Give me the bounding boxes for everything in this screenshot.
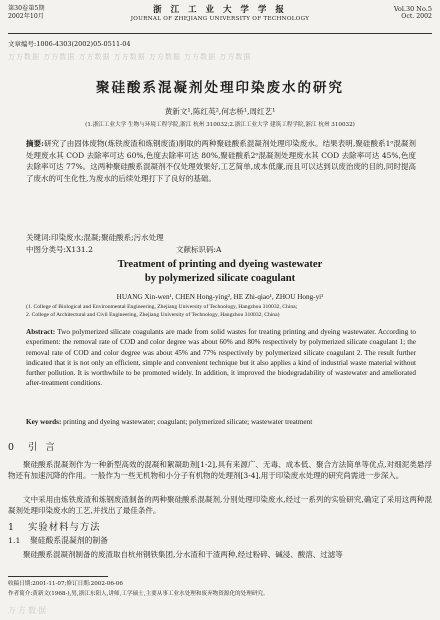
watermark-bottom: 万方数据 <box>8 606 48 615</box>
title-cn: 聚硅酸系混凝剂处理印染废水的研究 <box>96 80 344 96</box>
running-header <box>8 5 432 34</box>
doc-code <box>176 244 221 255</box>
section-1-1-number: 1.1 <box>8 536 21 545</box>
affiliation-en-1: (1. College of Biological and Environmental Engineering, Zhejiang University of Technology, Hangzhou 310032, China; <box>26 304 298 310</box>
section-1-1-paragraph: 聚硅酸系混凝剂制备的废渣取自杭州钢铁集团,分水渣和干渣两种,经过粉碎、碱浸、酸溶、过滤等 <box>23 550 343 559</box>
keywords-cn-label: 关键词: <box>26 233 52 242</box>
section-0-heading <box>8 439 63 453</box>
authors-en: HUANG Xin-wen¹, CHEN Hong-ying², HE Zhi-qiao¹, ZHOU Hong-yi¹ <box>116 293 324 301</box>
section-1-title: 实验材料与方法 <box>28 522 101 533</box>
title-en-line2: by polymerized silicate coagulant <box>144 273 296 284</box>
journal-title-cn: 浙 江 工 业 大 学 学 报 <box>153 5 287 15</box>
header-right <box>394 5 432 21</box>
keywords-en <box>26 418 416 426</box>
journal-title-en: JOURNAL OF ZHEJIANG UNIVERSITY OF TECHNOLOGY <box>130 16 310 22</box>
section-1-1-title: 聚硅酸系混凝剂的制备 <box>30 536 108 545</box>
header-center <box>8 5 432 23</box>
title-en-line1: Treatment of printing and dyeing wastewater <box>117 259 323 270</box>
abstract-cn-text: 研究了由固体废物(炼铁废渣和炼钢废渣)制取的两种聚硅酸系混凝剂处理印染废水。结果表明,聚硅酸系1ᵒ混凝剂处理废水其 COD 去除率可达 60%,色度去除率可达 80%,聚硅酸系2ᵒ混凝剂处理废水其 COD 去除率可达 45%,色度去除率可达 77%。这两种聚硅酸系混凝剂不仅处理效果好,工艺简单,成本低廉,而且可以达到以废治废的目的,同时提高了废水的可生化性,为废水的后续处理打下了良好的基础。 <box>26 139 416 183</box>
authors-cn: 黄新文¹,陈红英²,何志桥¹,周红艺¹ <box>164 107 276 116</box>
keywords-cn <box>26 232 416 243</box>
keywords-en-text: printing and dyeing wastewater; coagulant; polymerized silicate; wastewater treatment <box>63 418 313 426</box>
abstract-cn <box>26 138 416 184</box>
watermark-top: 万方数据 万方数据 万方数据 万方数据 万方数据 万方数据 万方数据 <box>8 53 252 61</box>
doc-code-value: A <box>216 245 222 254</box>
affiliation-en-2: 2. College of Architectural and Civil Engineering, Zhejiang University of Technology, Hangzhou 310032, China) <box>26 311 280 318</box>
keywords-cn-text: 印染废水;混凝;聚硅酸系;污水处理 <box>51 233 164 242</box>
affiliation-cn: (1.浙江工业大学 生物与环境工程学院,浙江 杭州 310032;2.浙江工业大学 建筑工程学院,浙江 杭州 310032) <box>85 122 355 128</box>
section-0-title: 引言 <box>28 442 63 453</box>
article-number: 文章编号:1006-4303(2002)05-0511-04 <box>8 40 131 48</box>
affiliation-en <box>26 304 422 319</box>
abstract-en-label: Abstract: <box>26 328 56 336</box>
footnote-author-bio: 作者简介:黄新文(1968-),男,浙江东阳人,讲师,工学硕士,主要从事工业水处理和废弃物资源化的处理研究。 <box>8 591 269 597</box>
section-1-1-heading <box>8 535 108 546</box>
volume-cn: 第30卷第5期 <box>8 5 45 12</box>
footnote-received: 收稿日期:2001-11-07;修订日期:2002-06-06 <box>8 581 123 587</box>
section-1-number: 1 <box>8 522 15 533</box>
section-1-heading <box>8 519 101 533</box>
class-label: 中图分类号: <box>26 245 67 254</box>
classification-cn <box>26 244 416 255</box>
section-0-number: 0 <box>8 442 15 453</box>
volume-en: Vol.30 No.5 <box>393 5 432 13</box>
footnote-rule <box>8 576 108 577</box>
doc-code-label: 文献标识码: <box>176 245 217 254</box>
abstract-en-text: Two polymerized silicate coagulants are made from solid wastes for treating printing and dyeing wastewater. According to experiment: the removal rate of COD and color degree was about 60% and 80% respectively by polymerized silicate coagulant 1; the removal rate of COD and color degree was about 45% and 77% respectively by polymerized silicate coagulant 2. The result further indicated that it is not only an efficient, simple and convenient technique but it also applies a kind of industrial waste material without further pollution. It is worthwhile to be promoted widely. In addition, it improved the biodegradability of wastewater and ameliorated after-treatment conditions. <box>26 328 416 388</box>
date-en: Oct. 2002 <box>401 13 432 20</box>
class-value: X131.2 <box>66 245 93 254</box>
abstract-cn-label: 摘要: <box>26 139 44 148</box>
intro-paragraph-1: 聚硅酸系混凝剂作为一种新型高效的混凝和絮凝助剂[1-2],具有来源广、无毒、成本低、聚合方法简单等优点,对细泥类悬浮物还有加速沉降的作用。一般作为一些无机物和小分子有机物的处理剂[3-4],用于印染废水处理的研究尚需进一步深入。 <box>8 460 432 481</box>
abstract-en <box>26 327 416 389</box>
intro-paragraph-2: 文中采用由炼铁废渣和炼钢废渣制备的两种聚硅酸系混凝剂,分别处理印染废水,经过一系列的实验研究,确定了采用这两种混凝剂处理印染废水的工艺,并找出了最佳条件。 <box>8 495 432 516</box>
title-en <box>0 258 440 286</box>
keywords-en-label: Key words: <box>26 418 62 426</box>
date-cn: 2002年10月 <box>8 13 44 20</box>
